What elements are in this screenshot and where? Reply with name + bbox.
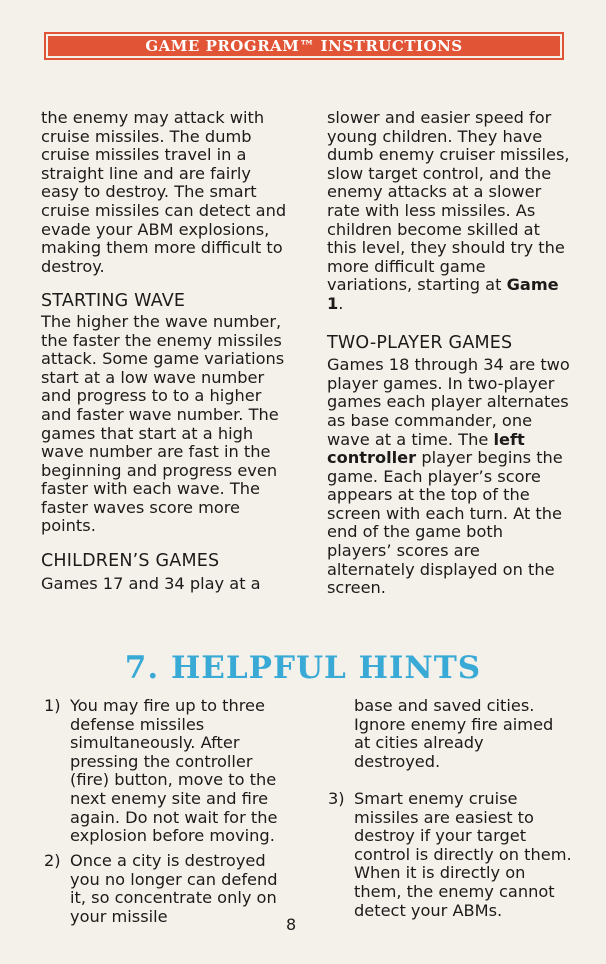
hint-number: 2) [44,851,61,870]
intro-paragraph: the enemy may attack with cruise missiles. The dumb cruise missiles travel in a straight line and are fairly easy to destroy. The smart cruise missiles can detect and evade your ABM explosions, making them more difficult to destroy. [41,108,287,276]
two-player-text-end: player begins the game. Each player’s score appears at the top of the screen with each turn. At the end of the game both players’ scores are alternately displayed on the screen. [327,448,563,598]
two-player-paragraph [327,356,572,598]
starting-wave-heading: STARTING WAVE [41,291,186,312]
starting-wave-paragraph: The higher the wave number, the faster the enemy missiles attack. Some game variations start at a low wave number and progress to to a higher and faster wave number. The games that start at a high wave number are fast in the beginning and progress even faster with each wave. The faster waves score more points. [41,311,285,536]
left-column [41,109,291,593]
hint-text: Once a city is destroyed you no longer can defend it, so concentrate only on your missile [70,851,278,926]
page-number: 8 [286,915,297,934]
two-player-heading: TWO-PLAYER GAMES [327,332,513,353]
childrens-games-continued [327,109,572,314]
childrens-games-paragraph: Games 17 and 34 play at a [41,573,261,593]
hint-text: base and saved cities. Ignore enemy fire aimed at cities already destroyed. [354,696,554,771]
right-column [327,109,572,598]
two-player-text: Games 18 through 34 are two player games. In two-player games each player alternates as base commander, one wave at a time. The [327,355,570,449]
hint-item [44,852,292,926]
hint-number: 3) [328,789,345,808]
helpful-hints-title: 7. HELPFUL HINTS [124,650,482,686]
childrens-cont-text: slower and easier speed for young children. They have dumb enemy cruiser missiles, slow target control, and the enemy attacks at a slower rate with less missiles. As children become skilled at this level, they should try the more difficult game variations, starting at [327,108,570,295]
hint-item [328,790,572,920]
childrens-games-heading: CHILDREN’S GAMES [41,551,220,572]
hint-text: Smart enemy cruise missiles are easiest to destroy if your target control is directly on them. When it is directly on them, the enemy cannot detect your ABMs. [354,789,572,920]
childrens-cont-end: . [338,293,344,313]
hint-number: 1) [44,696,61,715]
banner-title: GAME PROGRAM™ INSTRUCTIONS [145,37,463,55]
hint-item [44,697,292,846]
hint-text: You may fire up to three defense missiles simultaneously. After pressing the controller (fire) button, move to the next enemy site and fire again. Do not wait for the explosion before moving. [70,696,278,846]
section-banner [46,34,562,58]
left-controller-emphasis: left controller [327,429,525,468]
game-1-emphasis: Game 1 [327,275,559,313]
hint-item-continued [328,697,572,771]
